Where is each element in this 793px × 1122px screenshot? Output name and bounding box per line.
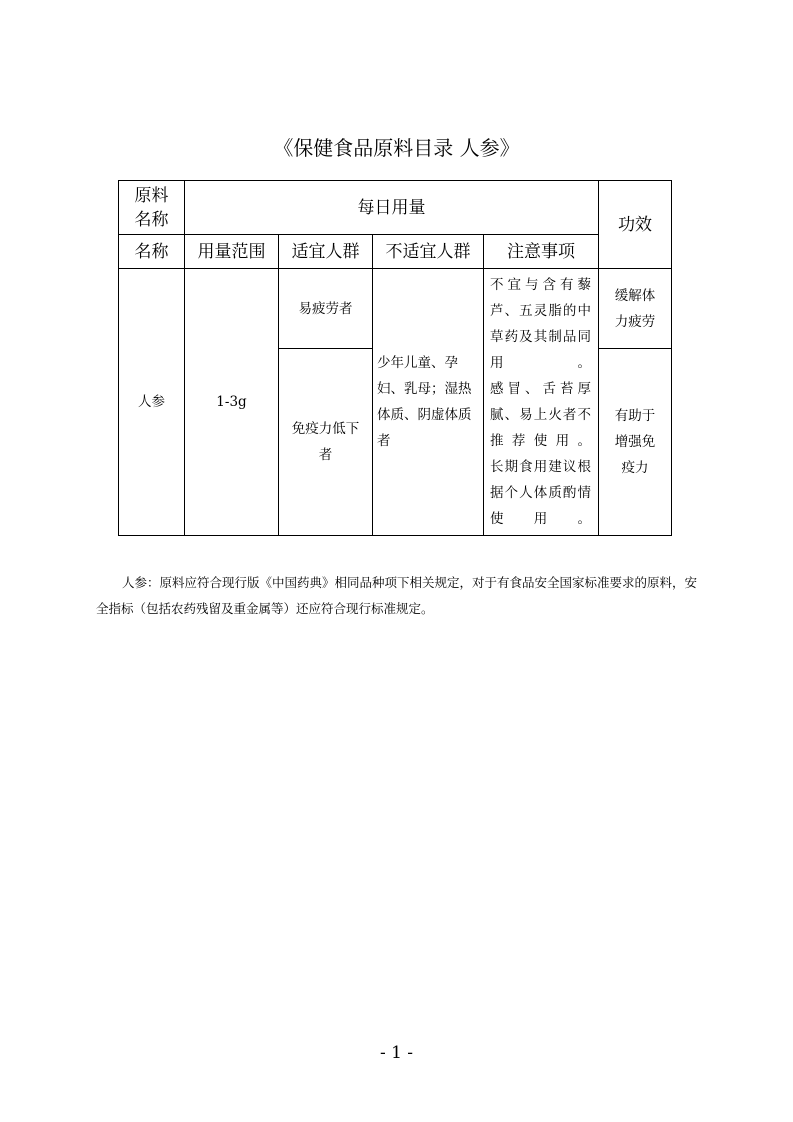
header-unsuitable: 不适宜人群: [373, 235, 484, 269]
cell-dose-range: 1-3g: [185, 269, 279, 536]
header-name: 名称: [119, 235, 185, 269]
page-number: - 1 -: [379, 1043, 414, 1063]
cell-suitable-2: 免疫力低下 者: [279, 349, 373, 536]
footnote: 人参：原料应符合现行版《中国药典》相同品种项下相关规定，对于有食品安全国家标准要求的原料，安全指标（包括农药残留及重金属等）还应符合现行标准规定。: [96, 575, 698, 616]
cell-name: 人参: [119, 269, 185, 536]
ingredient-table: [118, 180, 672, 536]
document-title: 《保健食品原料目录 人参》: [273, 136, 520, 160]
header-daily-dose: 每日用量: [185, 181, 599, 235]
header-raw-name: 原料 名称: [119, 181, 185, 235]
header-row-2: [119, 235, 672, 269]
cell-effect-2: 有助于 增强免 疫力: [599, 349, 672, 536]
cell-effect-1: 缓解体 力疲劳: [599, 269, 672, 349]
cell-unsuitable: 少年儿童、孕妇、乳母；湿热体质、阴虚体质者: [373, 269, 484, 536]
cell-notes: 不宜与含有藜芦、五灵脂的中草药及其制品同用。 感冒、舌苔厚腻、易上火者不推荐使用。 长期食用建议根据个人体质酌情使用。: [484, 269, 599, 536]
cell-suitable-1: 易疲劳者: [279, 269, 373, 349]
header-dose-range: 用量范围: [185, 235, 279, 269]
header-row-1: [119, 181, 672, 235]
header-notes: 注意事项: [484, 235, 599, 269]
header-suitable: 适宜人群: [279, 235, 373, 269]
table-row: [119, 269, 672, 349]
header-effect: 功效: [599, 181, 672, 269]
